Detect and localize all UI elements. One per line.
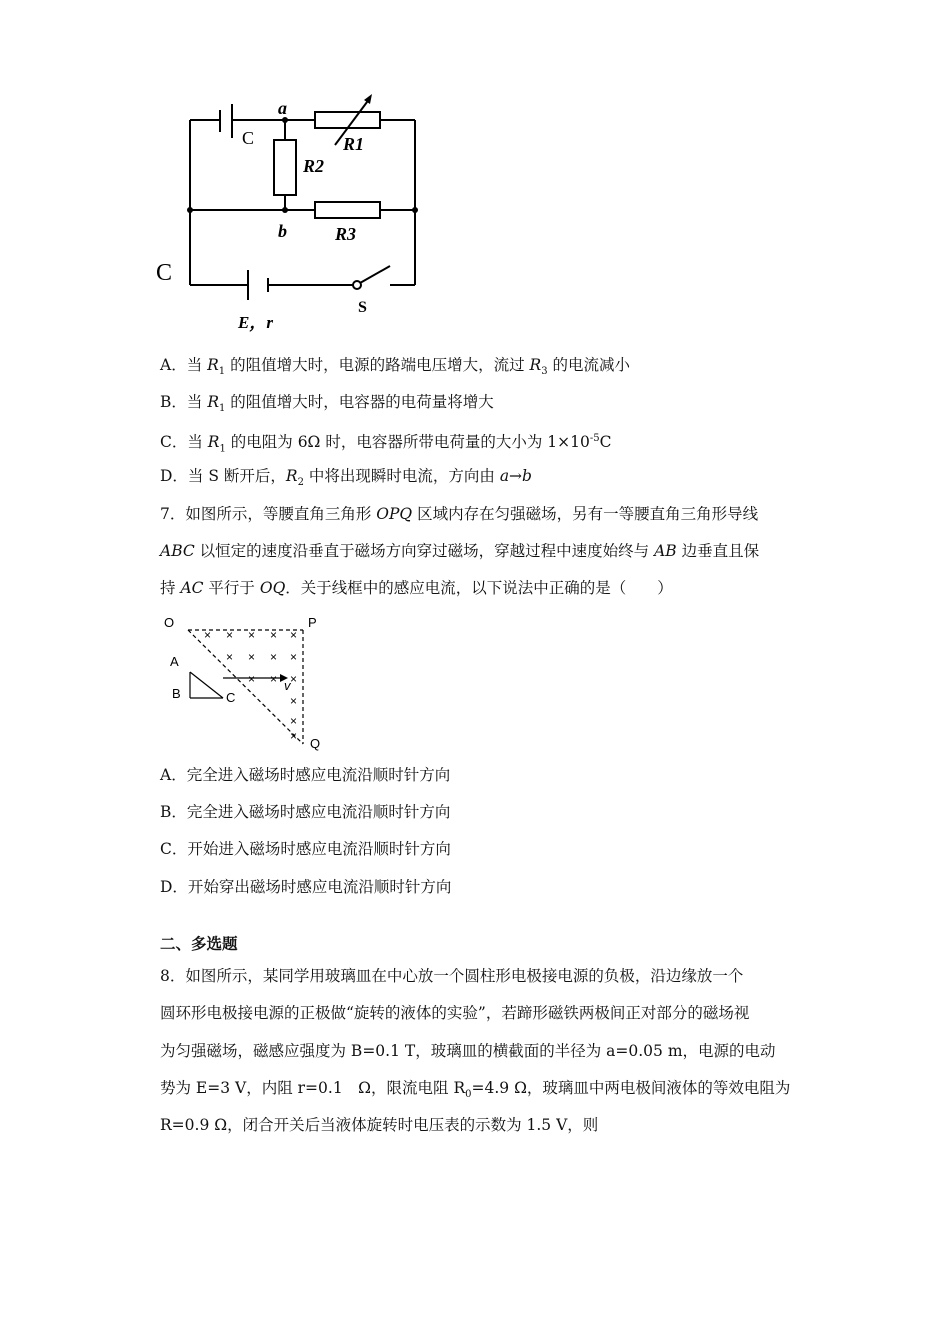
- label-p: P: [308, 615, 317, 630]
- label-o: O: [164, 615, 175, 630]
- label-r3: R3: [335, 224, 357, 244]
- label-er: E，r: [238, 313, 273, 332]
- field-mark: ×: [290, 694, 298, 708]
- label-a: a: [278, 98, 287, 118]
- q8-line2: 圆环形电极接电源的正极做“旋转的液体的实验”，若蹄形磁铁两极间正对部分的磁场视: [160, 1004, 750, 1022]
- label-b-vertex: B: [172, 686, 181, 701]
- field-mark: ×: [248, 672, 256, 686]
- q8-line5: R=0.9 Ω，闭合开关后当液体旋转时电压表的示数为 1.5 V，则: [160, 1116, 599, 1134]
- field-mark: ×: [290, 628, 298, 642]
- q6-option-c: C．当 $R_1$ 的电阻为 6Ω 时，电容器所带电荷量的大小为 $1\times 10^{-5}C$: [160, 433, 612, 455]
- magnetic-field-diagram: [158, 612, 338, 752]
- q7-option-b: B．完全进入磁场时感应电流沿顺时针方向: [160, 803, 451, 821]
- label-option-c: C: [156, 260, 173, 286]
- q7-option-a: A．完全进入磁场时感应电流沿顺时针方向: [160, 766, 451, 784]
- label-b: b: [278, 221, 287, 241]
- field-mark: ×: [270, 650, 278, 664]
- circuit-diagram: [150, 90, 430, 335]
- field-mark: ×: [270, 628, 278, 642]
- q7-stem-line3: 持 AC 平行于 OQ．关于线框中的感应电流，以下说法中正确的是（ ）: [160, 579, 673, 597]
- q6-option-a: A．当 $R_1$ 的阻值增大时，电源的路端电压增大，流过 $R_3$ 的电流减小: [160, 356, 631, 378]
- label-q: Q: [310, 736, 321, 751]
- label-r1: R1: [343, 134, 365, 154]
- label-c-vertex: C: [226, 690, 236, 705]
- field-mark: ×: [290, 672, 298, 686]
- section-title: 二、多选题: [160, 934, 238, 953]
- q8-line1: 8．如图所示，某同学用玻璃皿在中心放一个圆柱形电极接电源的负极，沿边缘放一个: [160, 967, 744, 985]
- q7-option-d: D．开始穿出磁场时感应电流沿顺时针方向: [160, 878, 452, 896]
- field-mark: ×: [248, 628, 256, 642]
- field-mark: ×: [290, 650, 298, 664]
- field-mark: ×: [248, 650, 256, 664]
- q7-option-c: C．开始进入磁场时感应电流沿顺时针方向: [160, 840, 451, 858]
- field-mark: ×: [290, 714, 298, 728]
- q7-stem-line1: 7．如图所示，等腰直角三角形 OPQ 区域内存在匀强磁场，另有一等腰直角三角形导线: [160, 505, 759, 523]
- field-mark: ×: [226, 628, 234, 642]
- q6-option-d: D．当 S 断开后，$R_2$ 中将出现瞬时电流，方向由 a→b: [160, 467, 532, 489]
- label-s: S: [358, 299, 367, 316]
- q8-line3: 为匀强磁场，磁感应强度为 B=0.1 T，玻璃皿的横截面的半径为 a=0.05 m，电源的电动: [160, 1042, 776, 1060]
- field-mark: ×: [226, 650, 234, 664]
- label-a-vertex: A: [170, 654, 179, 669]
- field-mark: ×: [290, 729, 298, 743]
- label-v: v: [284, 678, 291, 693]
- label-r2: R2: [303, 156, 325, 176]
- q6-option-b: B．当 $R_1$ 的阻值增大时，电容器的电荷量将增大: [160, 393, 494, 415]
- field-mark: ×: [204, 628, 212, 642]
- field-mark: ×: [270, 672, 278, 686]
- q8-line4: 势为 E=3 V，内阻 r=0.1 Ω，限流电阻 $R_0=4.9$ Ω，玻璃皿中两电极间液体的等效电阻为: [160, 1079, 791, 1101]
- q7-stem-line2: ABC 以恒定的速度沿垂直于磁场方向穿过磁场，穿越过程中速度始终与 AB 边垂直且保: [160, 542, 760, 560]
- label-cap: C: [242, 128, 255, 148]
